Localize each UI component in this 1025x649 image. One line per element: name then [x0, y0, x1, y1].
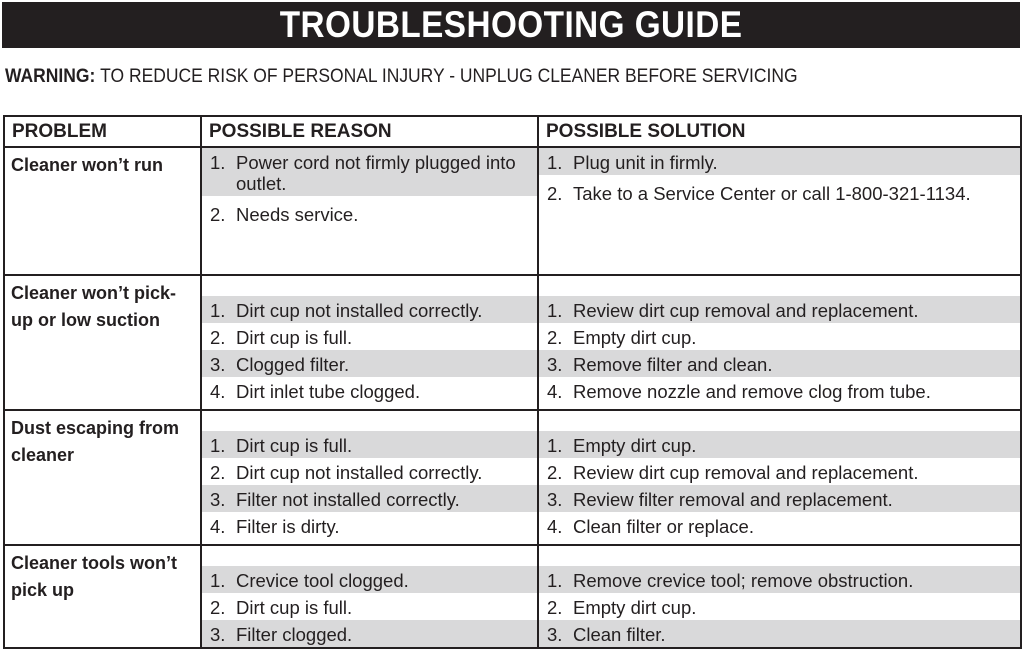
item-text: Filter is dirty. [236, 516, 340, 537]
warning-label: WARNING: [5, 66, 96, 87]
reason-cell [201, 410, 538, 545]
item-number: 3. [547, 624, 563, 645]
reason-item [202, 566, 537, 593]
solution-item [539, 512, 1020, 539]
item-text: Crevice tool clogged. [236, 570, 409, 591]
reason-item [202, 593, 537, 620]
item-text: Plug unit in firmly. [573, 152, 718, 173]
solution-cell [538, 545, 1021, 648]
item-text: Needs service. [236, 204, 359, 225]
solution-cell [538, 147, 1021, 275]
item-text: Filter clogged. [236, 624, 353, 645]
solution-item [539, 593, 1020, 620]
cell-spacer [202, 546, 537, 566]
item-number: 4. [210, 516, 226, 537]
item-number: 1. [547, 300, 563, 321]
problem-cell: Cleaner tools won’t pick up [4, 545, 201, 648]
item-text: Empty dirt cup. [573, 597, 697, 618]
solution-item [539, 485, 1020, 512]
cell-spacer [539, 411, 1020, 431]
header-problem: PROBLEM [4, 116, 201, 147]
item-text: Filter not installed correctly. [236, 489, 460, 510]
item-text: Remove nozzle and remove clog from tube. [573, 381, 931, 402]
reason-item [202, 323, 537, 350]
reason-item [202, 620, 537, 647]
reason-item [202, 350, 537, 377]
item-number: 1. [547, 152, 563, 173]
item-number: 2. [547, 462, 563, 483]
solution-item [539, 296, 1020, 323]
table-row [4, 275, 1021, 410]
item-text: Dirt cup is full. [236, 327, 353, 348]
item-number: 4. [547, 516, 563, 537]
item-number: 3. [547, 489, 563, 510]
item-number: 1. [210, 300, 226, 321]
reason-cell [201, 545, 538, 648]
item-number: 3. [547, 354, 563, 375]
cell-spacer [539, 546, 1020, 566]
reason-cell [201, 275, 538, 410]
item-text: Remove filter and clean. [573, 354, 773, 375]
table-row [4, 147, 1021, 275]
item-text: Dirt cup not installed correctly. [236, 462, 483, 483]
solution-cell [538, 410, 1021, 545]
item-text: Dirt cup not installed correctly. [236, 300, 483, 321]
reason-item [202, 458, 537, 485]
item-text: Dirt inlet tube clogged. [236, 381, 421, 402]
item-number: 1. [210, 570, 226, 591]
warning-line [5, 64, 867, 90]
solution-cell [538, 275, 1021, 410]
table-row [4, 545, 1021, 648]
item-number: 4. [547, 381, 563, 402]
solution-item [539, 350, 1020, 377]
item-text: Clean filter or replace. [573, 516, 754, 537]
item-number: 2. [210, 462, 226, 483]
item-number: 3. [210, 624, 226, 645]
table-header-row [4, 116, 1021, 147]
reason-cell [201, 147, 538, 275]
item-number: 2. [547, 597, 563, 618]
item-number: 2. [547, 183, 563, 204]
item-text: Power cord not firmly plugged into outlet. [236, 152, 516, 194]
reason-item [202, 377, 537, 404]
item-text: Dirt cup is full. [236, 597, 353, 618]
item-number: 1. [547, 570, 563, 591]
reason-item [202, 512, 537, 539]
header-solution: POSSIBLE SOLUTION [538, 116, 1021, 147]
item-text: Remove crevice tool; remove obstruction. [573, 570, 914, 591]
solution-item [539, 377, 1020, 404]
item-text: Clean filter. [573, 624, 666, 645]
cell-spacer [202, 276, 537, 296]
header-reason: POSSIBLE REASON [201, 116, 538, 147]
warning-wrap [5, 64, 798, 90]
page-title [2, 2, 1020, 48]
reason-item [202, 200, 537, 227]
table-body [4, 147, 1021, 648]
solution-item [539, 620, 1020, 647]
title-text: TROUBLESHOOTING GUIDE [279, 4, 743, 45]
item-text: Empty dirt cup. [573, 327, 697, 348]
item-text: Review dirt cup removal and replacement. [573, 462, 919, 483]
cell-spacer [202, 411, 537, 431]
solution-item [539, 458, 1020, 485]
item-number: 1. [547, 435, 563, 456]
item-number: 2. [210, 597, 226, 618]
item-number: 2. [547, 327, 563, 348]
item-number: 1. [210, 435, 226, 456]
reason-item [202, 148, 537, 196]
solution-item [539, 148, 1020, 175]
item-text: Empty dirt cup. [573, 435, 697, 456]
solution-item [539, 179, 1020, 206]
table-row [4, 410, 1021, 545]
reason-item [202, 296, 537, 323]
item-number: 4. [210, 381, 226, 402]
warning-text: TO REDUCE RISK OF PERSONAL INJURY - UNPLUG CLEANER BEFORE SERVICING [100, 66, 798, 87]
problem-cell: Cleaner won’t run [4, 147, 201, 275]
item-number: 3. [210, 354, 226, 375]
solution-item [539, 431, 1020, 458]
item-number: 2. [210, 204, 226, 225]
item-text: Take to a Service Center or call 1-800-321-1134. [573, 183, 971, 204]
item-number: 2. [210, 327, 226, 348]
solution-item [539, 566, 1020, 593]
problem-cell: Dust escaping from cleaner [4, 410, 201, 545]
troubleshooting-table [3, 115, 1022, 649]
item-text: Review dirt cup removal and replacement. [573, 300, 919, 321]
reason-item [202, 485, 537, 512]
item-text: Review filter removal and replacement. [573, 489, 893, 510]
item-text: Clogged filter. [236, 354, 350, 375]
item-number: 1. [210, 152, 226, 173]
item-text: Dirt cup is full. [236, 435, 353, 456]
item-number: 3. [210, 489, 226, 510]
reason-item [202, 431, 537, 458]
solution-item [539, 323, 1020, 350]
problem-cell: Cleaner won’t pick-up or low suction [4, 275, 201, 410]
cell-spacer [539, 276, 1020, 296]
